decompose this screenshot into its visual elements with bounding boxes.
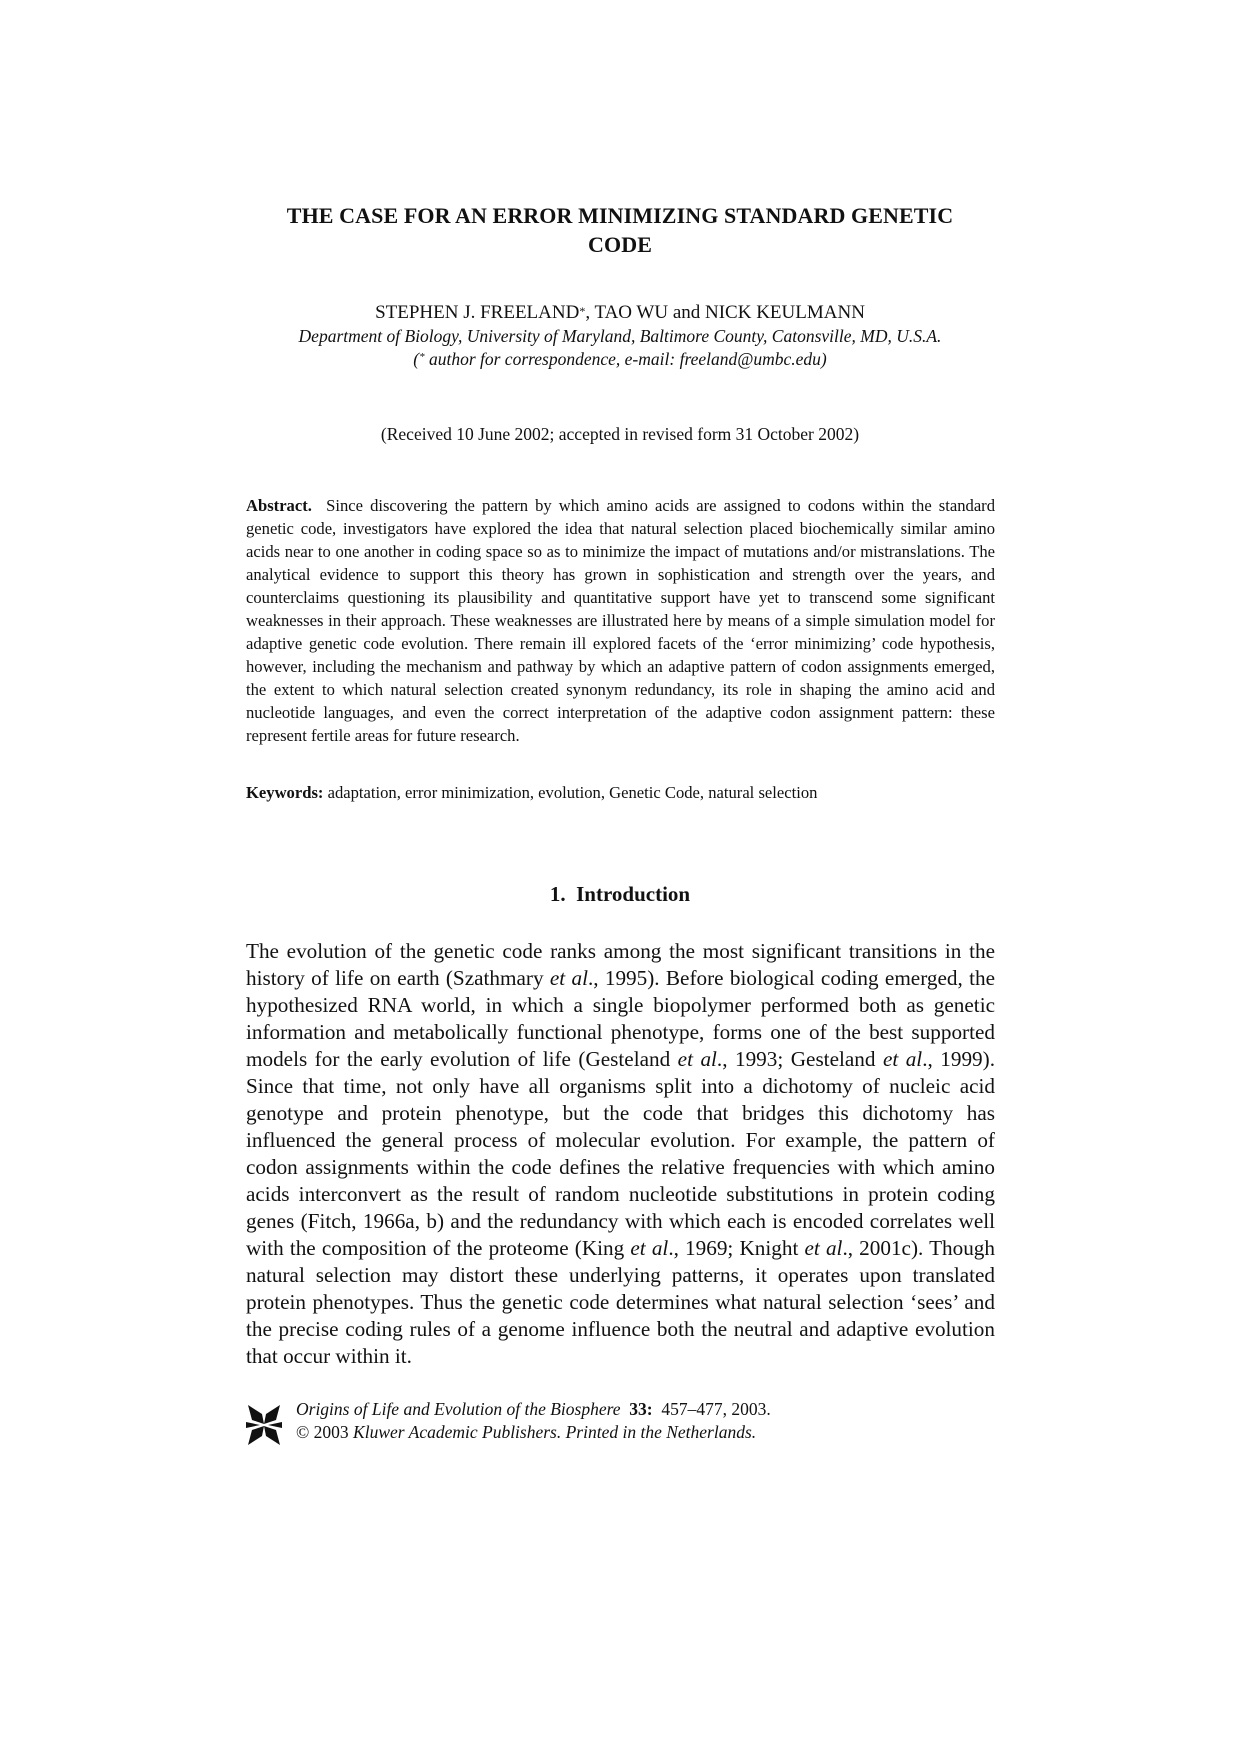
- copyright-line: [296, 1421, 996, 1444]
- intro-text: ., 1993; Gesteland: [716, 1047, 883, 1071]
- citation-etal: et al: [549, 966, 588, 990]
- author-rest: , TAO WU and NICK KEULMANN: [585, 302, 865, 323]
- journal-name: Origins of Life and Evolution of the Biosphere: [296, 1399, 621, 1419]
- corresponding-author-mark: *: [579, 304, 586, 318]
- citation-etal: et al: [882, 1047, 923, 1071]
- section-heading: [200, 880, 1040, 908]
- journal-pages: 457–477, 2003.: [661, 1399, 771, 1419]
- keywords: [246, 781, 995, 804]
- intro-text: ., 1995). Before biological coding emerged, the hypothesized RNA world, in which a single biopolymer performed both as genetic information and metabolically functional phenotype, forms one of the best supported models for the early evolution of life (Gesteland: [246, 966, 995, 1071]
- intro-text: ., 2001c). Though natural selection may distort these underlying patterns, it operates upon translated protein phenotypes. Thus the genetic code determines what natural selection ‘sees’ and the precise coding rules of a genome influence both the neutral and adaptive evolution that occur within it.: [246, 1236, 995, 1368]
- affiliation: Department of Biology, University of Maryland, Baltimore County, Catonsville, MD, U.S.A.: [298, 326, 942, 346]
- section-number: 1.: [549, 882, 566, 906]
- section-title: Introduction: [576, 882, 691, 906]
- paper-title: [200, 201, 1040, 259]
- correspondence-text: author for correspondence, e-mail: freeland@umbc.edu): [424, 349, 827, 369]
- received-dates: (Received 10 June 2002; accepted in revised form 31 October 2002): [380, 424, 860, 444]
- intro-text: ., 1969; Knight: [668, 1236, 805, 1260]
- journal-volume: 33:: [629, 1399, 653, 1419]
- correspondence-note: [200, 348, 1040, 371]
- footer-text: [296, 1398, 996, 1444]
- keywords-label: Keywords:: [246, 783, 324, 802]
- copyright-year: © 2003: [296, 1422, 349, 1442]
- abstract: [246, 494, 995, 747]
- author-first: STEPHEN J. FREELAND: [375, 302, 580, 323]
- abstract-text: Since discovering the pattern by which amino acids are assigned to codons within the standard genetic code, investigators have explored the idea that natural selection placed biochemically similar amino acids near to one another in coding space so as to minimize the impact of mutations and/or mistranslations. The analytical evidence to support this theory has grown in sophistication and strength over the years, and counterclaims questioning its plausibility and quantitative support have yet to transcend some significant weaknesses in their approach. These weaknesses are illustrated here by means of a simple simulation model for adaptive genetic code evolution. There remain ill explored facets of the ‘error minimizing’ code hypothesis, however, including the mechanism and pathway by which an adaptive pattern of codon assignments emerged, the extent to which natural selection created synonym redundancy, its role in shaping the amino acid and nucleotide languages, and even the correct interpretation of the adaptive codon assignment pattern: these represent fertile areas for future research.: [246, 496, 996, 745]
- citation-etal: et al: [677, 1047, 717, 1071]
- journal-footer: [246, 1398, 995, 1458]
- correspondence-open: (: [413, 349, 420, 369]
- citation-etal: et al: [630, 1236, 669, 1260]
- abstract-label: Abstract.: [246, 496, 312, 515]
- title-line-1: THE CASE FOR AN ERROR MINIMIZING STANDARD GENETIC: [286, 203, 954, 228]
- title-line-2: CODE: [588, 232, 652, 257]
- publisher: Kluwer Academic Publishers. Printed in the Netherlands.: [353, 1422, 757, 1442]
- introduction-paragraph: [246, 938, 995, 1370]
- affiliation-block: [200, 325, 1040, 371]
- intro-text: ., 1999). Since that time, not only have all organisms split into a dichotomy of nucleic acid genotype and protein phenotype, but the code that bridges this dichotomy has influenced the general process of molecular evolution. For example, the pattern of codon assignments within the code defines the relative frequencies with which amino acids interconvert as the result of random nucleotide substitutions in protein coding genes (Fitch, 1966a, b) and the redundancy with which each is encoded correlates well with the composition of the proteome (King: [246, 1047, 995, 1260]
- intro-text: The evolution of the genetic code ranks among the most significant transitions in the history of life on earth (Szathmary: [246, 939, 995, 990]
- journal-citation: [296, 1398, 996, 1421]
- correspondence-mark: *: [419, 351, 425, 363]
- author-list: [200, 301, 1040, 325]
- kluwer-logo-icon: [246, 1402, 282, 1448]
- keywords-text: adaptation, error minimization, evolution, Genetic Code, natural selection: [327, 783, 818, 802]
- citation-etal: et al: [804, 1236, 843, 1260]
